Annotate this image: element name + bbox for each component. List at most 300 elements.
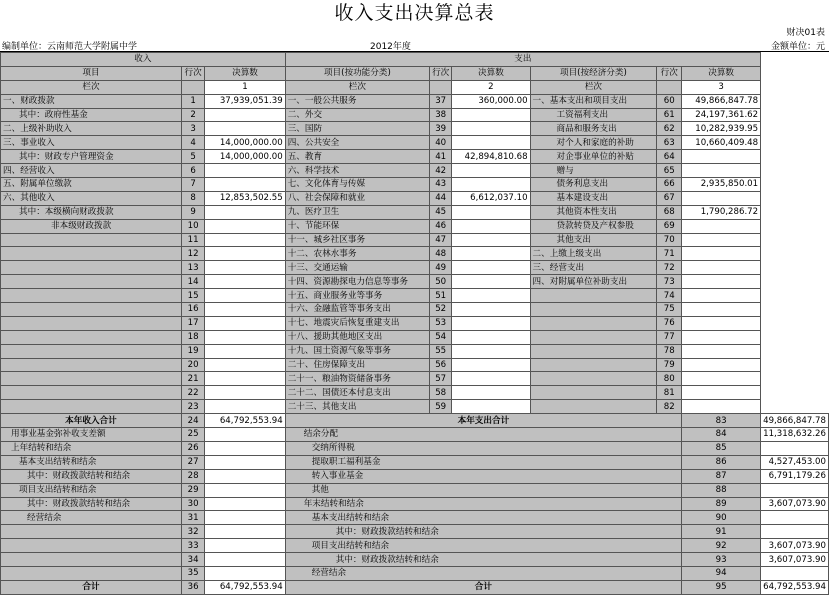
expense-amount[interactable]: 3,607,073.90 <box>761 539 829 553</box>
table-row <box>1 219 829 233</box>
econ-row-number: 72 <box>657 261 682 275</box>
col-number-3[interactable]: 3 <box>682 80 761 94</box>
col-header-item: 项目 <box>1 66 182 80</box>
col-header-func-item: 项目(按功能分类) <box>285 66 429 80</box>
func-row-number: 47 <box>430 233 452 247</box>
income-item: 一、财政拨款 <box>1 94 182 108</box>
econ-expense-item: 基本建设支出 <box>530 191 657 205</box>
func-expense-item: 十六、金融监管等事务支出 <box>285 303 429 317</box>
func-amount[interactable] <box>452 344 530 358</box>
econ-expense-item <box>530 330 657 344</box>
table-row <box>1 428 829 442</box>
func-expense-item: 十三、交通运输 <box>285 261 429 275</box>
income-item <box>1 553 182 567</box>
func-expense-item: 十二、农林水事务 <box>285 247 429 261</box>
func-amount[interactable] <box>452 247 530 261</box>
func-row-number: 50 <box>430 275 452 289</box>
income-amount[interactable] <box>205 455 285 469</box>
income-amount[interactable] <box>205 219 285 233</box>
table-row <box>1 205 829 219</box>
func-amount[interactable] <box>452 233 530 247</box>
income-amount[interactable] <box>205 122 285 136</box>
func-expense-item: 五、教育 <box>285 150 429 164</box>
table-row <box>1 539 829 553</box>
total-expense-label: 本年支出合计 <box>285 414 681 428</box>
income-item <box>1 372 182 386</box>
amount-unit-label: 金额单位：元 <box>770 42 825 52</box>
income-amount[interactable]: 14,000,000.00 <box>205 136 285 150</box>
econ-expense-item <box>530 358 657 372</box>
func-amount[interactable] <box>452 400 530 414</box>
income-amount[interactable] <box>205 553 285 567</box>
func-row-number: 56 <box>430 358 452 372</box>
func-row-number: 45 <box>430 205 452 219</box>
expense-row-number: 93 <box>682 553 761 567</box>
econ-amount[interactable] <box>682 150 761 164</box>
table-row <box>1 372 829 386</box>
income-row-number: 12 <box>181 247 204 261</box>
income-amount[interactable] <box>205 525 285 539</box>
total-row <box>1 414 829 428</box>
income-item: 非本级财政拨款 <box>1 219 182 233</box>
income-item: 五、附属单位缴款 <box>1 178 182 192</box>
econ-row-number: 67 <box>657 191 682 205</box>
income-amount[interactable] <box>205 566 285 580</box>
func-expense-item: 十四、资源勘探电力信息等事务 <box>285 275 429 289</box>
income-amount[interactable] <box>205 233 285 247</box>
econ-expense-item: 赠与 <box>530 164 657 178</box>
econ-amount[interactable] <box>682 247 761 261</box>
table-row <box>1 178 829 192</box>
func-row-number: 55 <box>430 344 452 358</box>
econ-row-number: 81 <box>657 386 682 400</box>
income-amount[interactable] <box>205 344 285 358</box>
func-row-number: 37 <box>430 94 452 108</box>
func-expense-item: 八、社会保障和就业 <box>285 191 429 205</box>
func-expense-item: 十八、援助其他地区支出 <box>285 330 429 344</box>
income-amount[interactable] <box>205 386 285 400</box>
col-header-row: 行次 <box>430 66 452 80</box>
grand-income-amount[interactable]: 64,792,553.94 <box>205 580 285 594</box>
table-row <box>1 122 829 136</box>
econ-expense-item: 其他资本性支出 <box>530 205 657 219</box>
econ-amount[interactable] <box>682 191 761 205</box>
income-amount[interactable] <box>205 358 285 372</box>
income-item <box>1 525 182 539</box>
econ-expense-item <box>530 372 657 386</box>
func-expense-item: 六、科学技术 <box>285 164 429 178</box>
expense-amount[interactable]: 3,607,073.90 <box>761 497 829 511</box>
income-row-number: 32 <box>181 525 204 539</box>
expense-amount[interactable] <box>761 511 829 525</box>
econ-amount[interactable] <box>682 330 761 344</box>
econ-amount[interactable] <box>682 233 761 247</box>
income-row-number: 27 <box>181 455 204 469</box>
income-item: 其中：政府性基金 <box>1 108 182 122</box>
income-amount[interactable] <box>205 164 285 178</box>
func-row-number: 59 <box>430 400 452 414</box>
income-amount[interactable] <box>205 511 285 525</box>
income-item: 项目支出结转和结余 <box>1 483 182 497</box>
func-row-number: 52 <box>430 303 452 317</box>
col-number-2[interactable]: 2 <box>452 80 530 94</box>
func-amount[interactable] <box>452 303 530 317</box>
func-amount[interactable] <box>452 358 530 372</box>
income-row-number: 23 <box>181 400 204 414</box>
table-row <box>1 150 829 164</box>
econ-expense-item: 一、基本支出和项目支出 <box>530 94 657 108</box>
expense-item: 提取职工福利基金 <box>285 455 681 469</box>
grand-income-row-number: 36 <box>181 580 204 594</box>
income-item <box>1 400 182 414</box>
econ-amount[interactable] <box>682 372 761 386</box>
econ-amount[interactable]: 10,282,939.95 <box>682 122 761 136</box>
income-row-number: 4 <box>181 136 204 150</box>
econ-amount[interactable] <box>682 289 761 303</box>
econ-amount[interactable] <box>682 275 761 289</box>
total-expense-amount[interactable]: 49,866,847.78 <box>761 414 829 428</box>
econ-row-number: 68 <box>657 205 682 219</box>
econ-row-number: 79 <box>657 358 682 372</box>
info-line <box>0 38 829 51</box>
func-expense-item: 十九、国土资源气象等事务 <box>285 344 429 358</box>
income-item: 上年结转和结余 <box>1 441 182 455</box>
func-expense-item: 一、一般公共服务 <box>285 94 429 108</box>
expense-amount[interactable] <box>761 566 829 580</box>
income-item <box>1 539 182 553</box>
total-income-amount[interactable]: 64,792,553.94 <box>205 414 285 428</box>
func-row-number: 44 <box>430 191 452 205</box>
col-header-amount: 决算数 <box>205 66 285 80</box>
func-amount[interactable] <box>452 108 530 122</box>
econ-amount[interactable] <box>682 219 761 233</box>
income-amount[interactable] <box>205 469 285 483</box>
income-amount[interactable] <box>205 316 285 330</box>
func-row-number: 58 <box>430 386 452 400</box>
income-item <box>1 261 182 275</box>
income-item <box>1 344 182 358</box>
table-row <box>1 316 829 330</box>
econ-expense-item <box>530 289 657 303</box>
income-row-number: 17 <box>181 316 204 330</box>
income-amount[interactable] <box>205 247 285 261</box>
income-amount[interactable] <box>205 289 285 303</box>
table-row <box>1 511 829 525</box>
income-row-number: 13 <box>181 261 204 275</box>
expense-amount[interactable] <box>761 483 829 497</box>
income-amount[interactable]: 14,000,000.00 <box>205 150 285 164</box>
col-label-cell: 栏次 <box>530 80 657 94</box>
econ-expense-item <box>530 316 657 330</box>
func-amount[interactable] <box>452 122 530 136</box>
income-row-number: 11 <box>181 233 204 247</box>
grand-expense-row-number: 95 <box>682 580 761 594</box>
econ-expense-item: 债务利息支出 <box>530 178 657 192</box>
col-number-1[interactable]: 1 <box>205 80 285 94</box>
func-expense-item: 七、文化体育与传媒 <box>285 178 429 192</box>
grand-expense-label: 合计 <box>285 580 681 594</box>
table-row <box>1 94 829 108</box>
income-amount[interactable] <box>205 497 285 511</box>
expense-amount[interactable]: 6,791,179.26 <box>761 469 829 483</box>
econ-amount[interactable] <box>682 164 761 178</box>
func-expense-item: 九、医疗卫生 <box>285 205 429 219</box>
income-item: 基本支出结转和结余 <box>1 455 182 469</box>
expense-amount[interactable]: 11,318,632.26 <box>761 428 829 442</box>
expense-row-number: 94 <box>682 566 761 580</box>
func-amount[interactable] <box>452 372 530 386</box>
table-row <box>1 469 829 483</box>
func-amount[interactable] <box>452 164 530 178</box>
col-header-row: 行次 <box>657 66 682 80</box>
table-row <box>1 108 829 122</box>
table-row <box>1 525 829 539</box>
income-row-number: 3 <box>181 122 204 136</box>
income-amount[interactable] <box>205 372 285 386</box>
table-row <box>1 358 829 372</box>
econ-row-number: 60 <box>657 94 682 108</box>
table-row <box>1 289 829 303</box>
table-row <box>1 136 829 150</box>
econ-expense-item: 商品和服务支出 <box>530 122 657 136</box>
econ-amount[interactable] <box>682 316 761 330</box>
income-row-number: 9 <box>181 205 204 219</box>
func-amount[interactable]: 360,000.00 <box>452 94 530 108</box>
income-item: 经营结余 <box>1 511 182 525</box>
econ-expense-item <box>530 386 657 400</box>
income-item: 二、上级补助收入 <box>1 122 182 136</box>
income-item: 其中：财政拨款结转和结余 <box>1 469 182 483</box>
econ-expense-item: 对个人和家庭的补助 <box>530 136 657 150</box>
income-amount[interactable]: 12,853,502.55 <box>205 191 285 205</box>
expense-item: 其中：财政拨款结转和结余 <box>285 553 681 567</box>
econ-amount[interactable]: 1,790,286.72 <box>682 205 761 219</box>
func-amount[interactable]: 6,612,037.10 <box>452 191 530 205</box>
income-row-number: 28 <box>181 469 204 483</box>
income-item <box>1 330 182 344</box>
income-row-number: 18 <box>181 330 204 344</box>
income-item: 其中：本级横向财政拨款 <box>1 205 182 219</box>
income-amount[interactable] <box>205 205 285 219</box>
table-row <box>1 344 829 358</box>
func-amount[interactable]: 42,894,810.68 <box>452 150 530 164</box>
econ-expense-item <box>530 400 657 414</box>
expense-item: 结余分配 <box>285 428 681 442</box>
col-label-empty <box>657 80 682 94</box>
econ-row-number: 74 <box>657 289 682 303</box>
expense-item: 其中：财政拨款结转和结余 <box>285 525 681 539</box>
func-amount[interactable] <box>452 205 530 219</box>
expense-row-number: 91 <box>682 525 761 539</box>
econ-row-number: 65 <box>657 164 682 178</box>
econ-expense-item: 对企事业单位的补贴 <box>530 150 657 164</box>
expense-item: 年末结转和结余 <box>285 497 681 511</box>
income-amount[interactable] <box>205 330 285 344</box>
col-label-cell: 栏次 <box>285 80 429 94</box>
income-amount[interactable] <box>205 178 285 192</box>
grand-expense-amount[interactable]: 64,792,553.94 <box>761 580 829 594</box>
func-row-number: 51 <box>430 289 452 303</box>
income-amount[interactable] <box>205 483 285 497</box>
table-row <box>1 191 829 205</box>
income-amount[interactable] <box>205 441 285 455</box>
total-expense-row-number: 83 <box>682 414 761 428</box>
expense-item: 基本支出结转和结余 <box>285 511 681 525</box>
func-row-number: 57 <box>430 372 452 386</box>
econ-amount[interactable]: 10,660,409.48 <box>682 136 761 150</box>
income-row-number: 31 <box>181 511 204 525</box>
budget-table <box>0 52 829 595</box>
section-income-header: 收入 <box>1 53 286 67</box>
income-amount[interactable] <box>205 428 285 442</box>
income-amount[interactable] <box>205 261 285 275</box>
unit-label: 编制单位：云南师范大学附属中学 <box>2 42 138 52</box>
func-amount[interactable] <box>452 261 530 275</box>
table-row <box>1 400 829 414</box>
econ-row-number: 62 <box>657 122 682 136</box>
expense-item: 其他 <box>285 483 681 497</box>
expense-amount[interactable]: 4,527,453.00 <box>761 455 829 469</box>
expense-row-number: 88 <box>682 483 761 497</box>
table-row <box>1 455 829 469</box>
econ-amount[interactable]: 49,866,847.78 <box>682 94 761 108</box>
total-income-row-number: 24 <box>181 414 204 428</box>
func-row-number: 42 <box>430 164 452 178</box>
econ-expense-item: 工资福利支出 <box>530 108 657 122</box>
table-row <box>1 553 829 567</box>
income-row-number: 16 <box>181 303 204 317</box>
table-row <box>1 164 829 178</box>
year-label: 2012年度 <box>370 42 411 52</box>
table-row <box>1 386 829 400</box>
econ-row-number: 61 <box>657 108 682 122</box>
func-expense-item: 十七、地震灾后恢复重建支出 <box>285 316 429 330</box>
econ-amount[interactable] <box>682 303 761 317</box>
income-row-number: 33 <box>181 539 204 553</box>
func-amount[interactable] <box>452 330 530 344</box>
econ-row-number: 66 <box>657 178 682 192</box>
expense-item: 经营结余 <box>285 566 681 580</box>
econ-row-number: 82 <box>657 400 682 414</box>
func-amount[interactable] <box>452 386 530 400</box>
func-amount[interactable] <box>452 289 530 303</box>
table-row <box>1 303 829 317</box>
income-item: 其中：财政专户管理资金 <box>1 150 182 164</box>
col-header-econ-item: 项目(按经济分类) <box>530 66 657 80</box>
income-row-number: 25 <box>181 428 204 442</box>
func-expense-item: 二十二、国债还本付息支出 <box>285 386 429 400</box>
func-row-number: 53 <box>430 316 452 330</box>
econ-row-number: 70 <box>657 233 682 247</box>
func-row-number: 38 <box>430 108 452 122</box>
func-expense-item: 二十、住房保障支出 <box>285 358 429 372</box>
table-row <box>1 233 829 247</box>
econ-row-number: 69 <box>657 219 682 233</box>
expense-row-number: 86 <box>682 455 761 469</box>
income-item: 六、其他收入 <box>1 191 182 205</box>
econ-row-number: 80 <box>657 372 682 386</box>
income-row-number: 35 <box>181 566 204 580</box>
expense-amount[interactable]: 3,607,073.90 <box>761 553 829 567</box>
econ-amount[interactable]: 24,197,361.62 <box>682 108 761 122</box>
func-expense-item: 二十三、其他支出 <box>285 400 429 414</box>
func-expense-item: 二十一、粮油物资储备事务 <box>285 372 429 386</box>
income-amount[interactable] <box>205 108 285 122</box>
table-row <box>1 247 829 261</box>
income-row-number: 30 <box>181 497 204 511</box>
income-item <box>1 247 182 261</box>
table-row <box>1 441 829 455</box>
income-row-number: 10 <box>181 219 204 233</box>
income-row-number: 20 <box>181 358 204 372</box>
econ-row-number: 64 <box>657 150 682 164</box>
expense-item: 项目支出结转和结余 <box>285 539 681 553</box>
page-title: 收入支出决算总表 <box>334 2 495 24</box>
econ-expense-item: 三、经营支出 <box>530 261 657 275</box>
econ-amount[interactable]: 2,935,850.01 <box>682 178 761 192</box>
income-amount[interactable]: 37,939,051.39 <box>205 94 285 108</box>
func-amount[interactable] <box>452 178 530 192</box>
expense-row-number: 85 <box>682 441 761 455</box>
income-row-number: 34 <box>181 553 204 567</box>
col-label-empty <box>430 80 452 94</box>
func-amount[interactable] <box>452 136 530 150</box>
econ-row-number: 78 <box>657 344 682 358</box>
income-row-number: 8 <box>181 191 204 205</box>
income-row-number: 22 <box>181 386 204 400</box>
econ-amount[interactable] <box>682 261 761 275</box>
income-item <box>1 233 182 247</box>
income-amount[interactable] <box>205 539 285 553</box>
econ-amount[interactable] <box>682 386 761 400</box>
total-income-label: 本年收入合计 <box>1 414 182 428</box>
income-item <box>1 289 182 303</box>
func-row-number: 49 <box>430 261 452 275</box>
expense-amount[interactable] <box>761 525 829 539</box>
expense-amount[interactable] <box>761 441 829 455</box>
func-row-number: 40 <box>430 136 452 150</box>
income-item: 其中：财政拨款结转和结余 <box>1 497 182 511</box>
table-row <box>1 483 829 497</box>
econ-expense-item: 二、上缴上级支出 <box>530 247 657 261</box>
income-amount[interactable] <box>205 303 285 317</box>
income-item <box>1 275 182 289</box>
income-amount[interactable] <box>205 275 285 289</box>
expense-item: 转入事业基金 <box>285 469 681 483</box>
econ-amount[interactable] <box>682 400 761 414</box>
econ-amount[interactable] <box>682 358 761 372</box>
func-amount[interactable] <box>452 316 530 330</box>
income-row-number: 5 <box>181 150 204 164</box>
func-amount[interactable] <box>452 219 530 233</box>
econ-expense-item: 四、对附属单位补助支出 <box>530 275 657 289</box>
func-row-number: 39 <box>430 122 452 136</box>
income-item <box>1 303 182 317</box>
income-row-number: 14 <box>181 275 204 289</box>
income-row-number: 26 <box>181 441 204 455</box>
econ-expense-item <box>530 344 657 358</box>
income-item <box>1 386 182 400</box>
func-expense-item: 十一、城乡社区事务 <box>285 233 429 247</box>
income-amount[interactable] <box>205 400 285 414</box>
func-amount[interactable] <box>452 275 530 289</box>
econ-amount[interactable] <box>682 344 761 358</box>
func-row-number: 43 <box>430 178 452 192</box>
table-row <box>1 330 829 344</box>
income-item: 三、事业收入 <box>1 136 182 150</box>
table-row <box>1 261 829 275</box>
func-expense-item: 十五、商业服务业等事务 <box>285 289 429 303</box>
